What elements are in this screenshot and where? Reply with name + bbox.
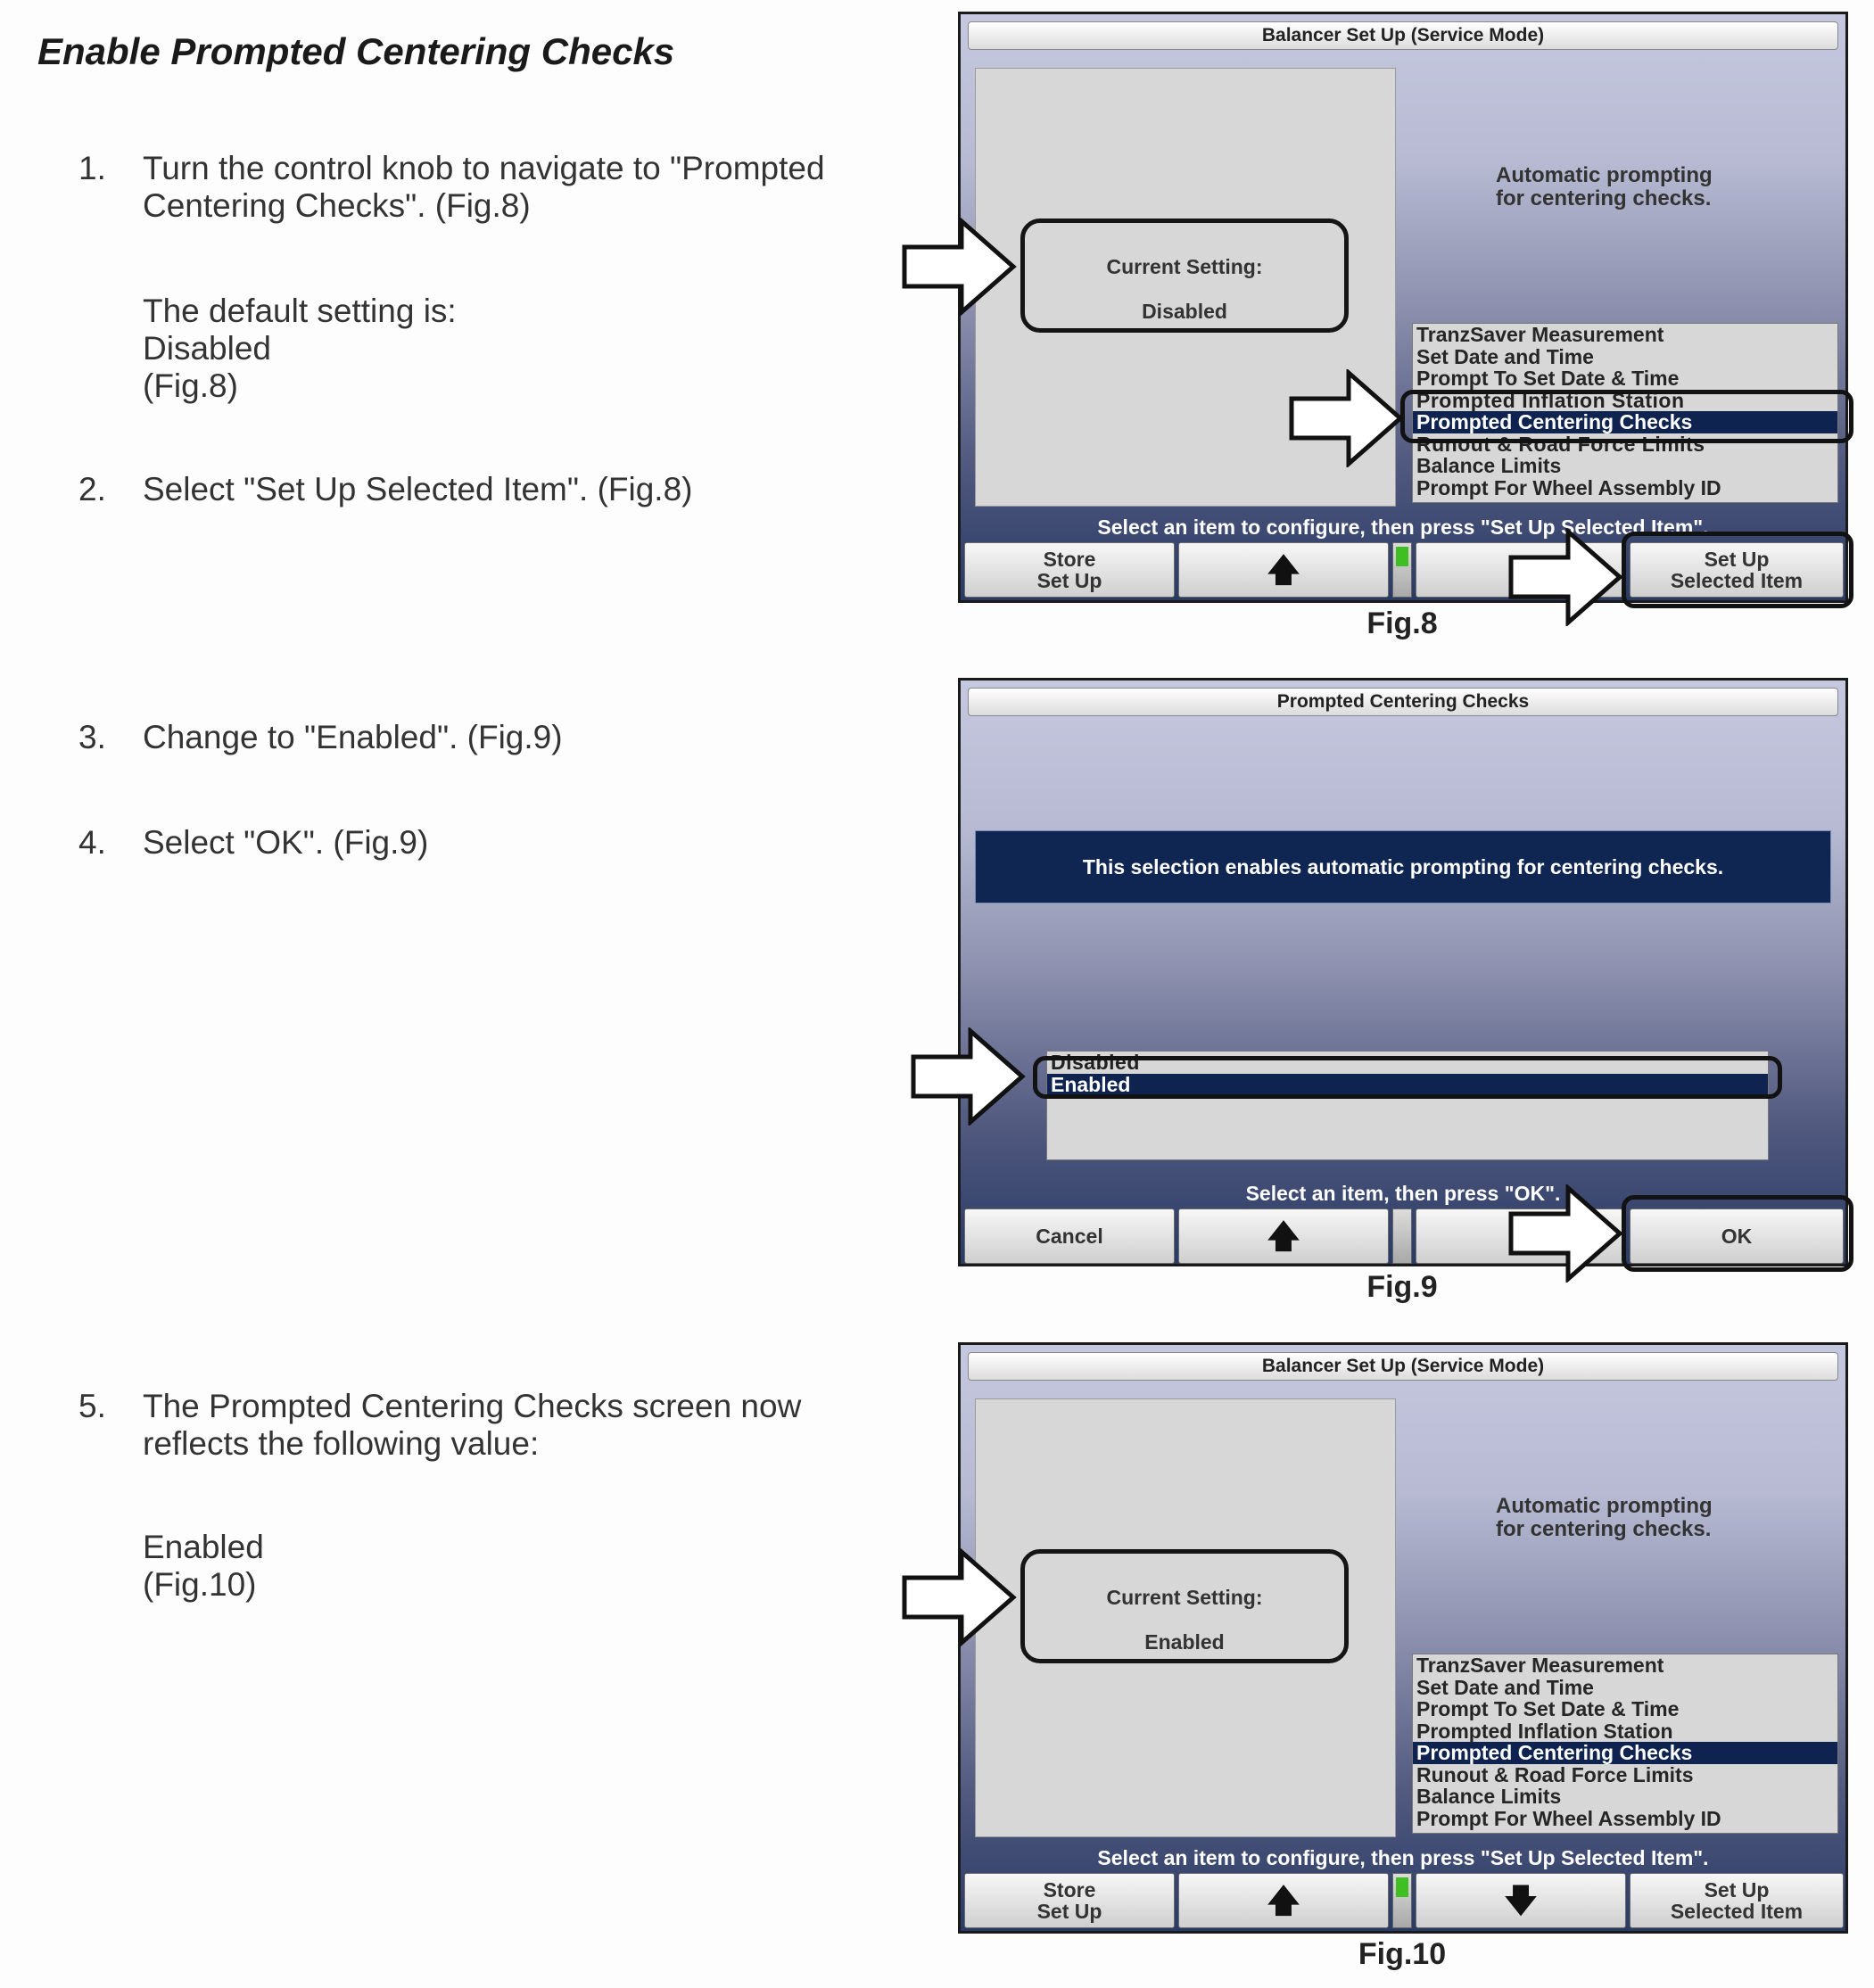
step-1-number: 1.: [78, 150, 106, 186]
fig8-current-setting-label: Current Setting:: [1106, 255, 1263, 278]
fig9-ok-label: OK: [1721, 1225, 1753, 1248]
fig9-option-highlight-frame: [1033, 1056, 1782, 1099]
fig10-set-up-selected-item-label-2: Selected Item: [1670, 1900, 1804, 1923]
fig10-title-bar: Balancer Set Up (Service Mode): [968, 1352, 1838, 1381]
fig9-option-enabled-selected[interactable]: Enabled: [1047, 1074, 1768, 1096]
fig8-status-text: Select an item to configure, then press "Set Up Selected Item".: [1097, 516, 1709, 539]
fig8-button-highlight-frame: [1622, 532, 1853, 608]
fig10-description-line-1: Automatic prompting: [1496, 1494, 1713, 1518]
result-line-1: Enabled: [143, 1529, 264, 1565]
step-1-line-1: Turn the control knob to navigate to "Prompted: [143, 150, 825, 186]
fig10-up-button[interactable]: [1178, 1873, 1389, 1928]
fig10-list-item[interactable]: Prompt To Set Date & Time: [1416, 1697, 1680, 1720]
fig10-set-up-selected-item-label-1: Set Up: [1704, 1878, 1770, 1901]
fig8-store-setup-label-2: Set Up: [1036, 569, 1102, 592]
fig8-green-led: [1396, 547, 1408, 566]
step-2-number: 2.: [78, 471, 106, 507]
fig10-green-led: [1396, 1877, 1408, 1897]
fig8-list-item[interactable]: TranzSaver Measurement: [1416, 323, 1664, 346]
fig10-list-item-selected[interactable]: Prompted Centering Checks: [1413, 1742, 1837, 1764]
fig8-description-line-2: for centering checks.: [1496, 186, 1712, 210]
fig8-store-setup-label-1: Store: [1043, 548, 1096, 571]
fig10-button-row: [964, 1873, 1842, 1930]
fig9-option-disabled[interactable]: Disabled: [1051, 1051, 1140, 1074]
fig8-list-item[interactable]: Prompt For Wheel Assembly ID: [1416, 475, 1721, 499]
up-arrow-icon: 🡅: [1267, 1882, 1300, 1918]
fig10-list-item[interactable]: Prompted Inflation Station: [1416, 1719, 1673, 1743]
fig10-list-item[interactable]: Prompt For Wheel Assembly ID: [1416, 1806, 1721, 1830]
step-4-number: 4.: [78, 824, 106, 861]
fig10-store-setup-button[interactable]: [964, 1873, 1175, 1928]
white-outline-arrow-icon: [1507, 1184, 1625, 1283]
fig8-set-up-selected-item-label-2: Selected Item: [1670, 569, 1804, 592]
step-5-number: 5.: [78, 1388, 106, 1424]
fig8-up-button[interactable]: [1178, 542, 1389, 598]
white-outline-arrow-icon: [901, 1548, 1019, 1646]
fig8-description: [1496, 164, 1781, 210]
fig10-list-item[interactable]: Balance Limits: [1416, 1785, 1562, 1808]
fig9-caption: Fig.9: [1366, 1270, 1438, 1304]
white-outline-arrow-icon: [1288, 369, 1406, 467]
fig10-current-setting-value: Enabled: [1144, 1630, 1225, 1654]
fig8-caption: Fig.8: [1366, 606, 1438, 640]
fig10-description-line-2: for centering checks.: [1496, 1517, 1712, 1541]
default-line-3: (Fig.8): [143, 367, 238, 404]
fig9-screen: [958, 678, 1848, 1266]
step-4-text: Select "OK". (Fig.9): [143, 824, 429, 861]
fig8-store-setup-button[interactable]: [964, 542, 1175, 598]
default-line-1: The default setting is:: [143, 293, 457, 329]
fig8-set-up-selected-item-label-1: Set Up: [1704, 548, 1770, 571]
fig9-up-button[interactable]: [1178, 1208, 1389, 1264]
fig10-screen: [958, 1342, 1848, 1934]
fig8-list-item[interactable]: Runout & Road Force Limits: [1416, 432, 1705, 456]
fig10-status-text: Select an item to configure, then press "Set Up Selected Item".: [1097, 1846, 1709, 1869]
fig10-list-item[interactable]: TranzSaver Measurement: [1416, 1654, 1664, 1677]
fig9-status-text: Select an item, then press "OK".: [1245, 1182, 1561, 1205]
step-5-line-1: The Prompted Centering Checks screen now: [143, 1388, 802, 1424]
fig9-indicator: [1392, 1208, 1412, 1264]
fig10-down-button[interactable]: [1416, 1873, 1626, 1928]
fig8-title-bar: Balancer Set Up (Service Mode): [968, 21, 1838, 50]
fig8-list-item[interactable]: Prompt To Set Date & Time: [1416, 367, 1680, 390]
step-5-line-2: reflects the following value:: [143, 1425, 540, 1462]
fig10-list-item[interactable]: Set Date and Time: [1416, 1675, 1594, 1699]
fig8-description-line-1: Automatic prompting: [1496, 163, 1713, 187]
fig10-set-up-selected-item-button[interactable]: [1630, 1873, 1844, 1928]
fig10-store-setup-label-2: Set Up: [1036, 1900, 1102, 1923]
fig8-list-highlight-frame: [1400, 390, 1853, 443]
fig8-list-item[interactable]: Set Date and Time: [1416, 344, 1594, 368]
step-1-line-2: Centering Checks". (Fig.8): [143, 187, 531, 224]
fig8-screen: [958, 12, 1848, 603]
white-outline-arrow-icon: [901, 218, 1019, 316]
fig10-current-setting-box: [1020, 1549, 1349, 1663]
result-line-2: (Fig.10): [143, 1566, 257, 1603]
white-outline-arrow-icon: [1507, 528, 1625, 626]
up-arrow-icon: 🡅: [1267, 551, 1300, 588]
up-arrow-icon: 🡅: [1267, 1217, 1300, 1254]
fig10-current-setting-label: Current Setting:: [1106, 1586, 1263, 1609]
fig8-list-item[interactable]: Balance Limits: [1416, 454, 1562, 477]
down-arrow-icon: 🡇: [1504, 1882, 1538, 1918]
fig10-store-setup-label-1: Store: [1043, 1878, 1096, 1901]
fig8-current-setting-box: [1020, 219, 1349, 333]
fig9-info-banner: This selection enables automatic prompting for centering checks.: [975, 830, 1831, 903]
fig9-cancel-label: Cancel: [1036, 1225, 1103, 1248]
fig9-button-highlight-frame: [1622, 1195, 1853, 1272]
fig9-cancel-button[interactable]: [964, 1208, 1175, 1264]
step-2-text: Select "Set Up Selected Item". (Fig.8): [143, 471, 693, 507]
fig8-indicator: [1392, 542, 1412, 598]
fig10-indicator: [1392, 1873, 1412, 1928]
page-heading: Enable Prompted Centering Checks: [37, 30, 675, 72]
fig8-current-setting-value: Disabled: [1142, 300, 1227, 323]
fig8-list-item[interactable]: Prompted Inflation Station: [1416, 388, 1685, 412]
fig10-description: [1496, 1495, 1781, 1541]
step-3-text: Change to "Enabled". (Fig.9): [143, 719, 563, 755]
fig8-list-item-selected[interactable]: Prompted Centering Checks: [1413, 411, 1837, 433]
fig10-list-item[interactable]: Runout & Road Force Limits: [1416, 1762, 1694, 1786]
step-3-number: 3.: [78, 719, 106, 755]
fig9-title-bar: Prompted Centering Checks: [968, 688, 1838, 716]
white-outline-arrow-icon: [910, 1027, 1028, 1126]
fig10-caption: Fig.10: [1358, 1937, 1447, 1971]
fig10-setup-item-list[interactable]: [1412, 1654, 1838, 1834]
fig10-setting-panel: [975, 1398, 1396, 1837]
default-line-2: Disabled: [143, 330, 271, 367]
